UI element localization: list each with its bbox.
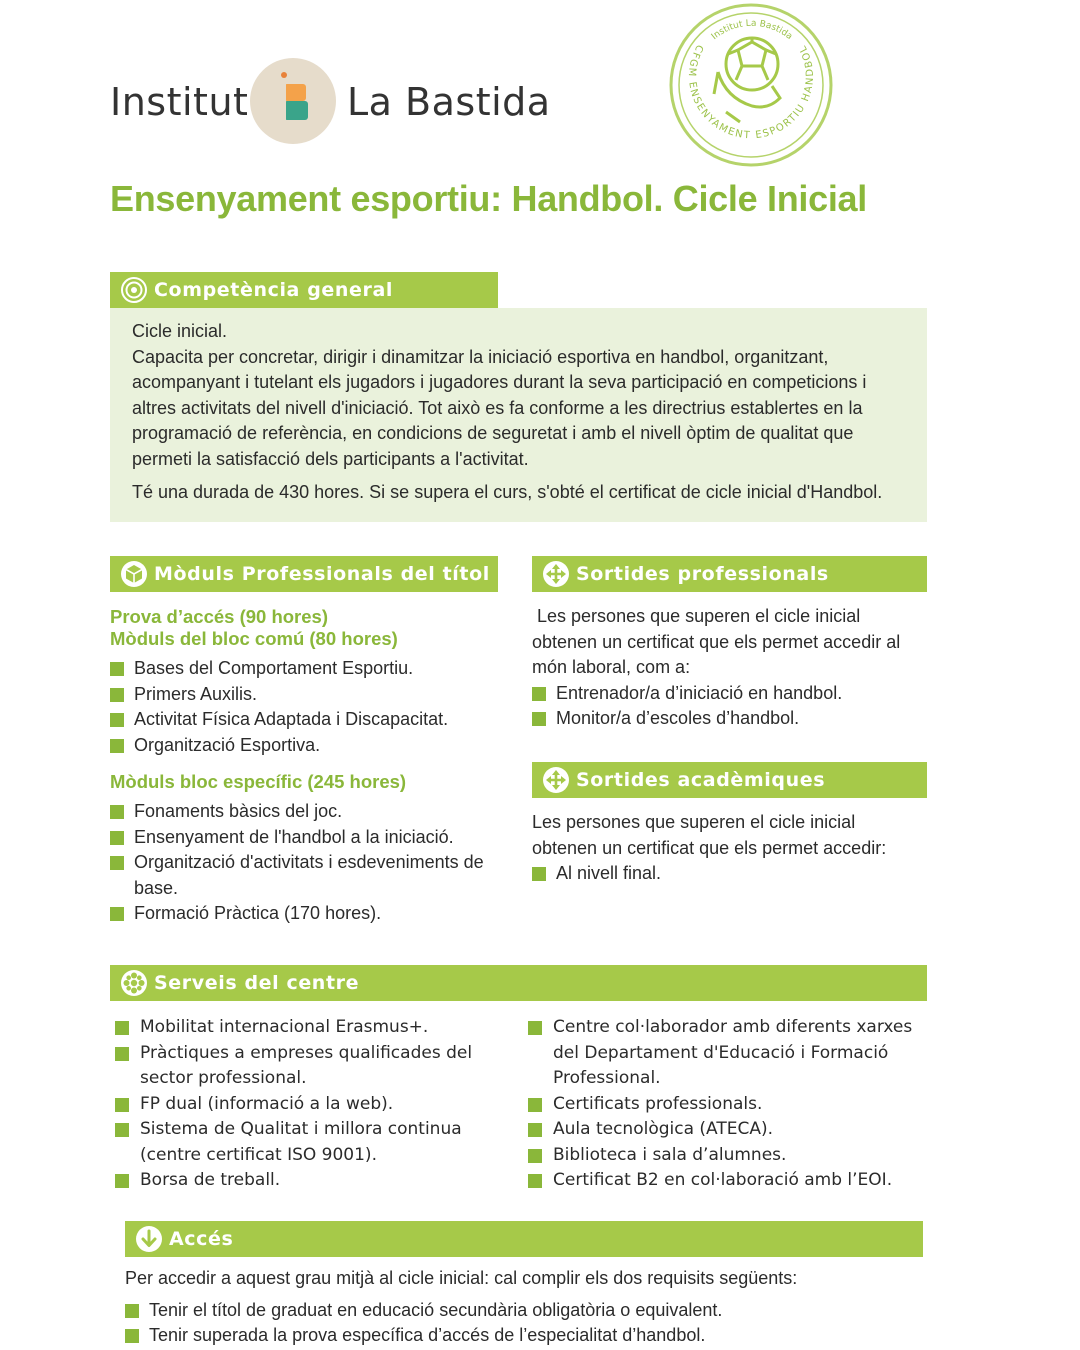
bloc-especific-title: Mòduls bloc específic (245 hores): [110, 771, 407, 792]
list-item: Bases del Comportament Esportiu.: [110, 656, 510, 682]
section-header-acces: [125, 1221, 923, 1257]
section-header-sortides-professionals: [532, 556, 927, 592]
handball-icon: [714, 38, 780, 122]
arrow-down-icon: [135, 1225, 163, 1253]
list-item: Tenir el títol de graduat en educació secundària obligatòria o equivalent.: [125, 1298, 925, 1324]
list-item: Ensenyament de l'handbol a la iniciació.: [110, 825, 490, 851]
section-header-moduls: [110, 556, 498, 592]
list-item: Formació Pràctica (170 hores).: [110, 901, 490, 927]
list-item: Organització Esportiva.: [110, 733, 510, 759]
sortides-prof-intro: Les persones que superen el cicle inicial obtenen un certificat que els permet accedir al món laboral, com a:: [532, 606, 906, 677]
stamp-ring-text: CFGM ENSENYAMENT ESPORTIU HANDBOL: [685, 42, 817, 142]
brand-name-right: La Bastida: [347, 80, 551, 124]
serveis-right: [528, 1015, 928, 1194]
section-header-sortides-academiques: [532, 762, 927, 798]
logo-letter: B: [277, 83, 309, 132]
acces-content: [125, 1266, 925, 1349]
serveis-left: [115, 1015, 495, 1194]
list-item: Fonaments bàsics del joc.: [110, 799, 490, 825]
acces-list: [125, 1298, 925, 1349]
comp-line1: Cicle inicial.: [132, 321, 228, 341]
list-item: Activitat Física Adaptada i Discapacitat.: [110, 707, 510, 733]
sortides-acad-list: [532, 861, 922, 887]
sortides-prof-list: [532, 681, 922, 732]
bloc-comu-list: [110, 656, 510, 758]
comp-durada: Té una durada de 430 hores. Si se supera el curs, s'obté el certificat de cicle inicial d'Handbol.: [132, 482, 883, 502]
serveis-right-list: [528, 1015, 928, 1194]
list-item: Pràctiques a empreses qualificades del sector professional.: [115, 1041, 495, 1092]
bloc-comu-title: Mòduls del bloc comú (80 hores): [110, 628, 398, 649]
moduls-content: [110, 606, 510, 927]
cube-icon: [120, 560, 148, 588]
svg-text:CFGM ENSENYAMENT ESPORTIU HAND: [686, 43, 816, 142]
comp-paragraph: Capacita per concretar, dirigir i dinamitzar la iniciació esportiva en handbol, organitzant, acompanyant i tutelant els jugadors i jugadores durant la seva participació en competicions i altres activitats del nivell d'iniciació. Tot això es fa conforme a les directrius establertes en la programació de referència, en condicions de seguretat i amb el nivell òptim de qualitat que permeti la satisfacció dels participants a l'activitat.: [132, 346, 867, 469]
page-title: Ensenyament esportiu: Handbol. Cicle Inicial: [110, 178, 867, 219]
sortides-acad-intro: Les persones que superen el cicle inicial obtenen un certificat que els permet accedir:: [532, 812, 887, 858]
list-item: Aula tecnològica (ATECA).: [528, 1117, 928, 1143]
list-item: Biblioteca i sala d’alumnes.: [528, 1143, 928, 1169]
bloc-especific-list: [110, 799, 490, 927]
target-icon: [120, 276, 148, 304]
list-item: Borsa de treball.: [115, 1168, 495, 1194]
section-title: Sortides acadèmiques: [576, 769, 826, 791]
list-item: FP dual (informació a la web).: [115, 1092, 495, 1118]
section-header-competencia: [110, 272, 498, 308]
section-title: Mòduls Professionals del títol: [154, 563, 490, 585]
section-header-serveis: [110, 965, 927, 1001]
arrows-move-icon: [542, 560, 570, 588]
arrows-move-icon: [542, 766, 570, 794]
sortides-acad-content: [532, 810, 922, 887]
sortides-prof-content: [532, 604, 922, 732]
section-title: Sortides professionals: [576, 563, 829, 585]
institute-logo: [250, 58, 336, 144]
list-item: Mobilitat internacional Erasmus+.: [115, 1015, 495, 1041]
list-item: Organització d'activitats i esdeveniments de base.: [110, 850, 490, 901]
section-title: Competència general: [154, 279, 393, 301]
list-item: Tenir superada la prova específica d’accés de l’especialitat d’handbol.: [125, 1323, 925, 1349]
section-title: Accés: [169, 1228, 234, 1250]
list-item: Entrenador/a d’iniciació en handbol.: [532, 681, 922, 707]
list-item: Al nivell final.: [532, 861, 922, 887]
handball-stamp: [668, 2, 834, 168]
prova-acces: Prova d’accés (90 hores): [110, 606, 328, 627]
section-title: Serveis del centre: [154, 972, 360, 994]
brand-name-left: Institut: [110, 80, 249, 124]
list-item: Centre col·laborador amb diferents xarxes del Departament d'Educació i Formació Professional.: [528, 1015, 928, 1092]
competencia-box: [110, 308, 927, 522]
list-item: Primers Auxilis.: [110, 682, 510, 708]
acces-intro: Per accedir a aquest grau mitjà al cicle inicial: cal complir els dos requisits següents:: [125, 1268, 798, 1288]
services-wheel-icon: [120, 969, 148, 997]
list-item: Certificats professionals.: [528, 1092, 928, 1118]
serveis-left-list: [115, 1015, 495, 1194]
list-item: Monitor/a d’escoles d’handbol.: [532, 706, 922, 732]
list-item: Certificat B2 en col·laboració amb l’EOI.: [528, 1168, 928, 1194]
stamp-top-text: Institut La Bastida: [709, 18, 795, 43]
list-item: Sistema de Qualitat i millora continua (centre certificat ISO 9001).: [115, 1117, 495, 1168]
